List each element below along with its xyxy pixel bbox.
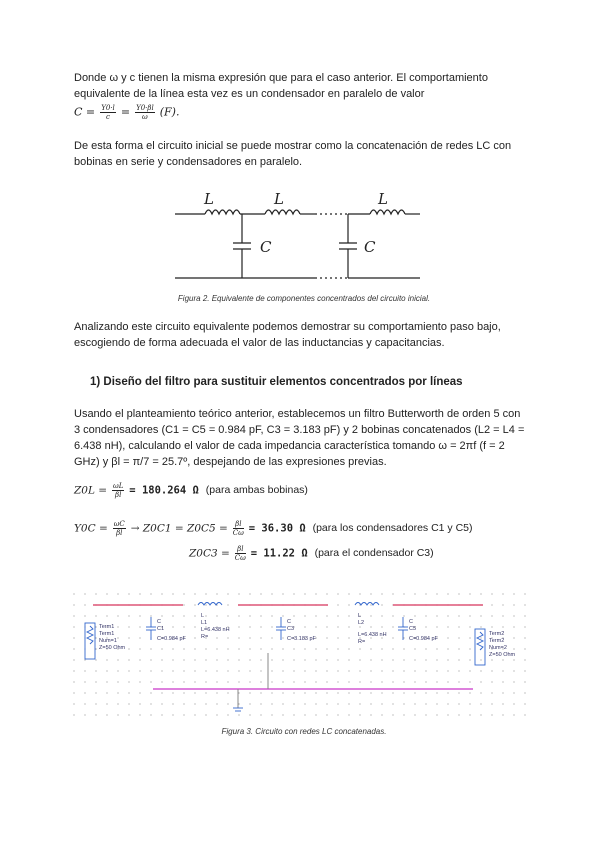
term2-label: Term2 — [489, 631, 505, 637]
svg-text:L2: L2 — [358, 620, 365, 626]
text-line: 3 condensadores (C1 = C5 = 0.984 pF, C3 = 3.183 pF) y 2 bobinas concatenados (L2 = L4 = — [74, 424, 525, 436]
svg-text:C=0.984 pF: C=0.984 pF — [409, 636, 438, 642]
label-c1: C — [260, 238, 272, 256]
text-line: Analizando este circuito equivalente podemos demostrar su comportamiento paso bajo, — [74, 321, 501, 333]
svg-text:L1: L1 — [201, 620, 208, 626]
svg-text:Z=50 Ohm: Z=50 Ohm — [99, 645, 126, 651]
c1-label: C — [157, 619, 161, 625]
l2-label: L — [358, 613, 362, 619]
text-line: equivalente de la línea esta vez es un condensador en paralelo de valor — [74, 88, 425, 100]
equation-z0c3: Z0C3 = $\frac{\beta l}{C\omega}$ = 11.22 Ω (para el condensador C3) — [189, 545, 434, 562]
figure-3-caption: Figura 3. Circuito con redes LC concatenadas. — [221, 727, 387, 736]
svg-text:Z=50 Ohm: Z=50 Ohm — [489, 652, 516, 658]
label-l2: L — [274, 190, 284, 208]
c3-label: C — [287, 619, 291, 625]
label-c2: C — [364, 238, 376, 256]
fraction: $\frac{Y0\cdot l}{c}$ — [101, 104, 115, 121]
paragraph-4 — [74, 406, 534, 470]
svg-text:Num=2: Num=2 — [489, 645, 507, 651]
svg-text:L=6.438 nH: L=6.438 nH — [201, 627, 230, 633]
svg-text:R=: R= — [201, 634, 209, 640]
svg-text:C1: C1 — [157, 626, 165, 632]
svg-text:C=3.183 pF: C=3.183 pF — [287, 636, 316, 642]
formula-c: C = $\frac{Y0\cdot l}{c}$ = $\frac{Y0\cdot\beta l}{\omega}$ (F). — [74, 104, 180, 121]
section-heading: 1) Diseño del filtro para sustituir elementos concentrados por líneas — [90, 376, 463, 388]
text-line: escogiendo de forma adecuada el valor de las inductancias y capacitancias. — [74, 337, 445, 349]
paragraph-3 — [74, 319, 534, 351]
c5-label: C — [409, 619, 413, 625]
paragraph-1 — [74, 70, 534, 121]
text-line: Usando el planteamiento teórico anterior, establecemos un filtro Butterworth de orden 5 con — [74, 408, 521, 420]
paragraph-2 — [74, 138, 534, 170]
formula-unit: (F). — [159, 105, 180, 119]
lc-ladder-figure — [170, 188, 430, 288]
label-l1: L — [204, 190, 214, 208]
svg-text:R=: R= — [358, 639, 366, 645]
term1-label: Term1 — [99, 624, 115, 630]
equation-z0l: Z0L = $\frac{\omega L}{\beta l}$ = 180.264 Ω (para ambas bobinas) — [74, 482, 308, 499]
label-l3: L — [378, 190, 388, 208]
svg-text:C3: C3 — [287, 626, 295, 632]
svg-text:Term2: Term2 — [489, 638, 505, 644]
equation-y0c: Y0C = $\frac{\omega C}{\beta l}$ → Z0C1 = Z0C5 = $\frac{\beta l}{C\omega}$ = 36.30 Ω (para los condensadores C1 y C5) — [74, 520, 473, 537]
fraction: $\frac{Y0\cdot\beta l}{\omega}$ — [136, 104, 154, 121]
svg-text:Num=1: Num=1 — [99, 638, 117, 644]
figure-2-caption: Figura 2. Equivalente de componentes concentrados del circuito inicial. — [177, 294, 431, 303]
svg-text:C5: C5 — [409, 626, 417, 632]
text-line: 6.438 nH), calculando el valor de cada impedancia característica tomando ω = 2πf (f = 2 — [74, 440, 505, 452]
svg-text:C=0.984 pF: C=0.984 pF — [157, 636, 186, 642]
svg-text:Term1: Term1 — [99, 631, 115, 637]
schematic-figure — [73, 593, 533, 718]
text-line: De esta forma el circuito inicial se puede mostrar como la concatenación de redes LC con — [74, 140, 512, 152]
text-line: bobinas en serie y condensadores en paralelo. — [74, 156, 303, 168]
text-line: Donde ω y c tienen la misma expresión que para el caso anterior. El comportamiento — [74, 72, 488, 84]
l1-label: L — [201, 613, 205, 619]
formula-lhs: C = — [74, 105, 96, 119]
svg-text:L=6.438 nH: L=6.438 nH — [358, 632, 387, 638]
text-line: GHz) y βl = π/7 = 25.7º, despejando de las expresiones previas. — [74, 456, 387, 468]
